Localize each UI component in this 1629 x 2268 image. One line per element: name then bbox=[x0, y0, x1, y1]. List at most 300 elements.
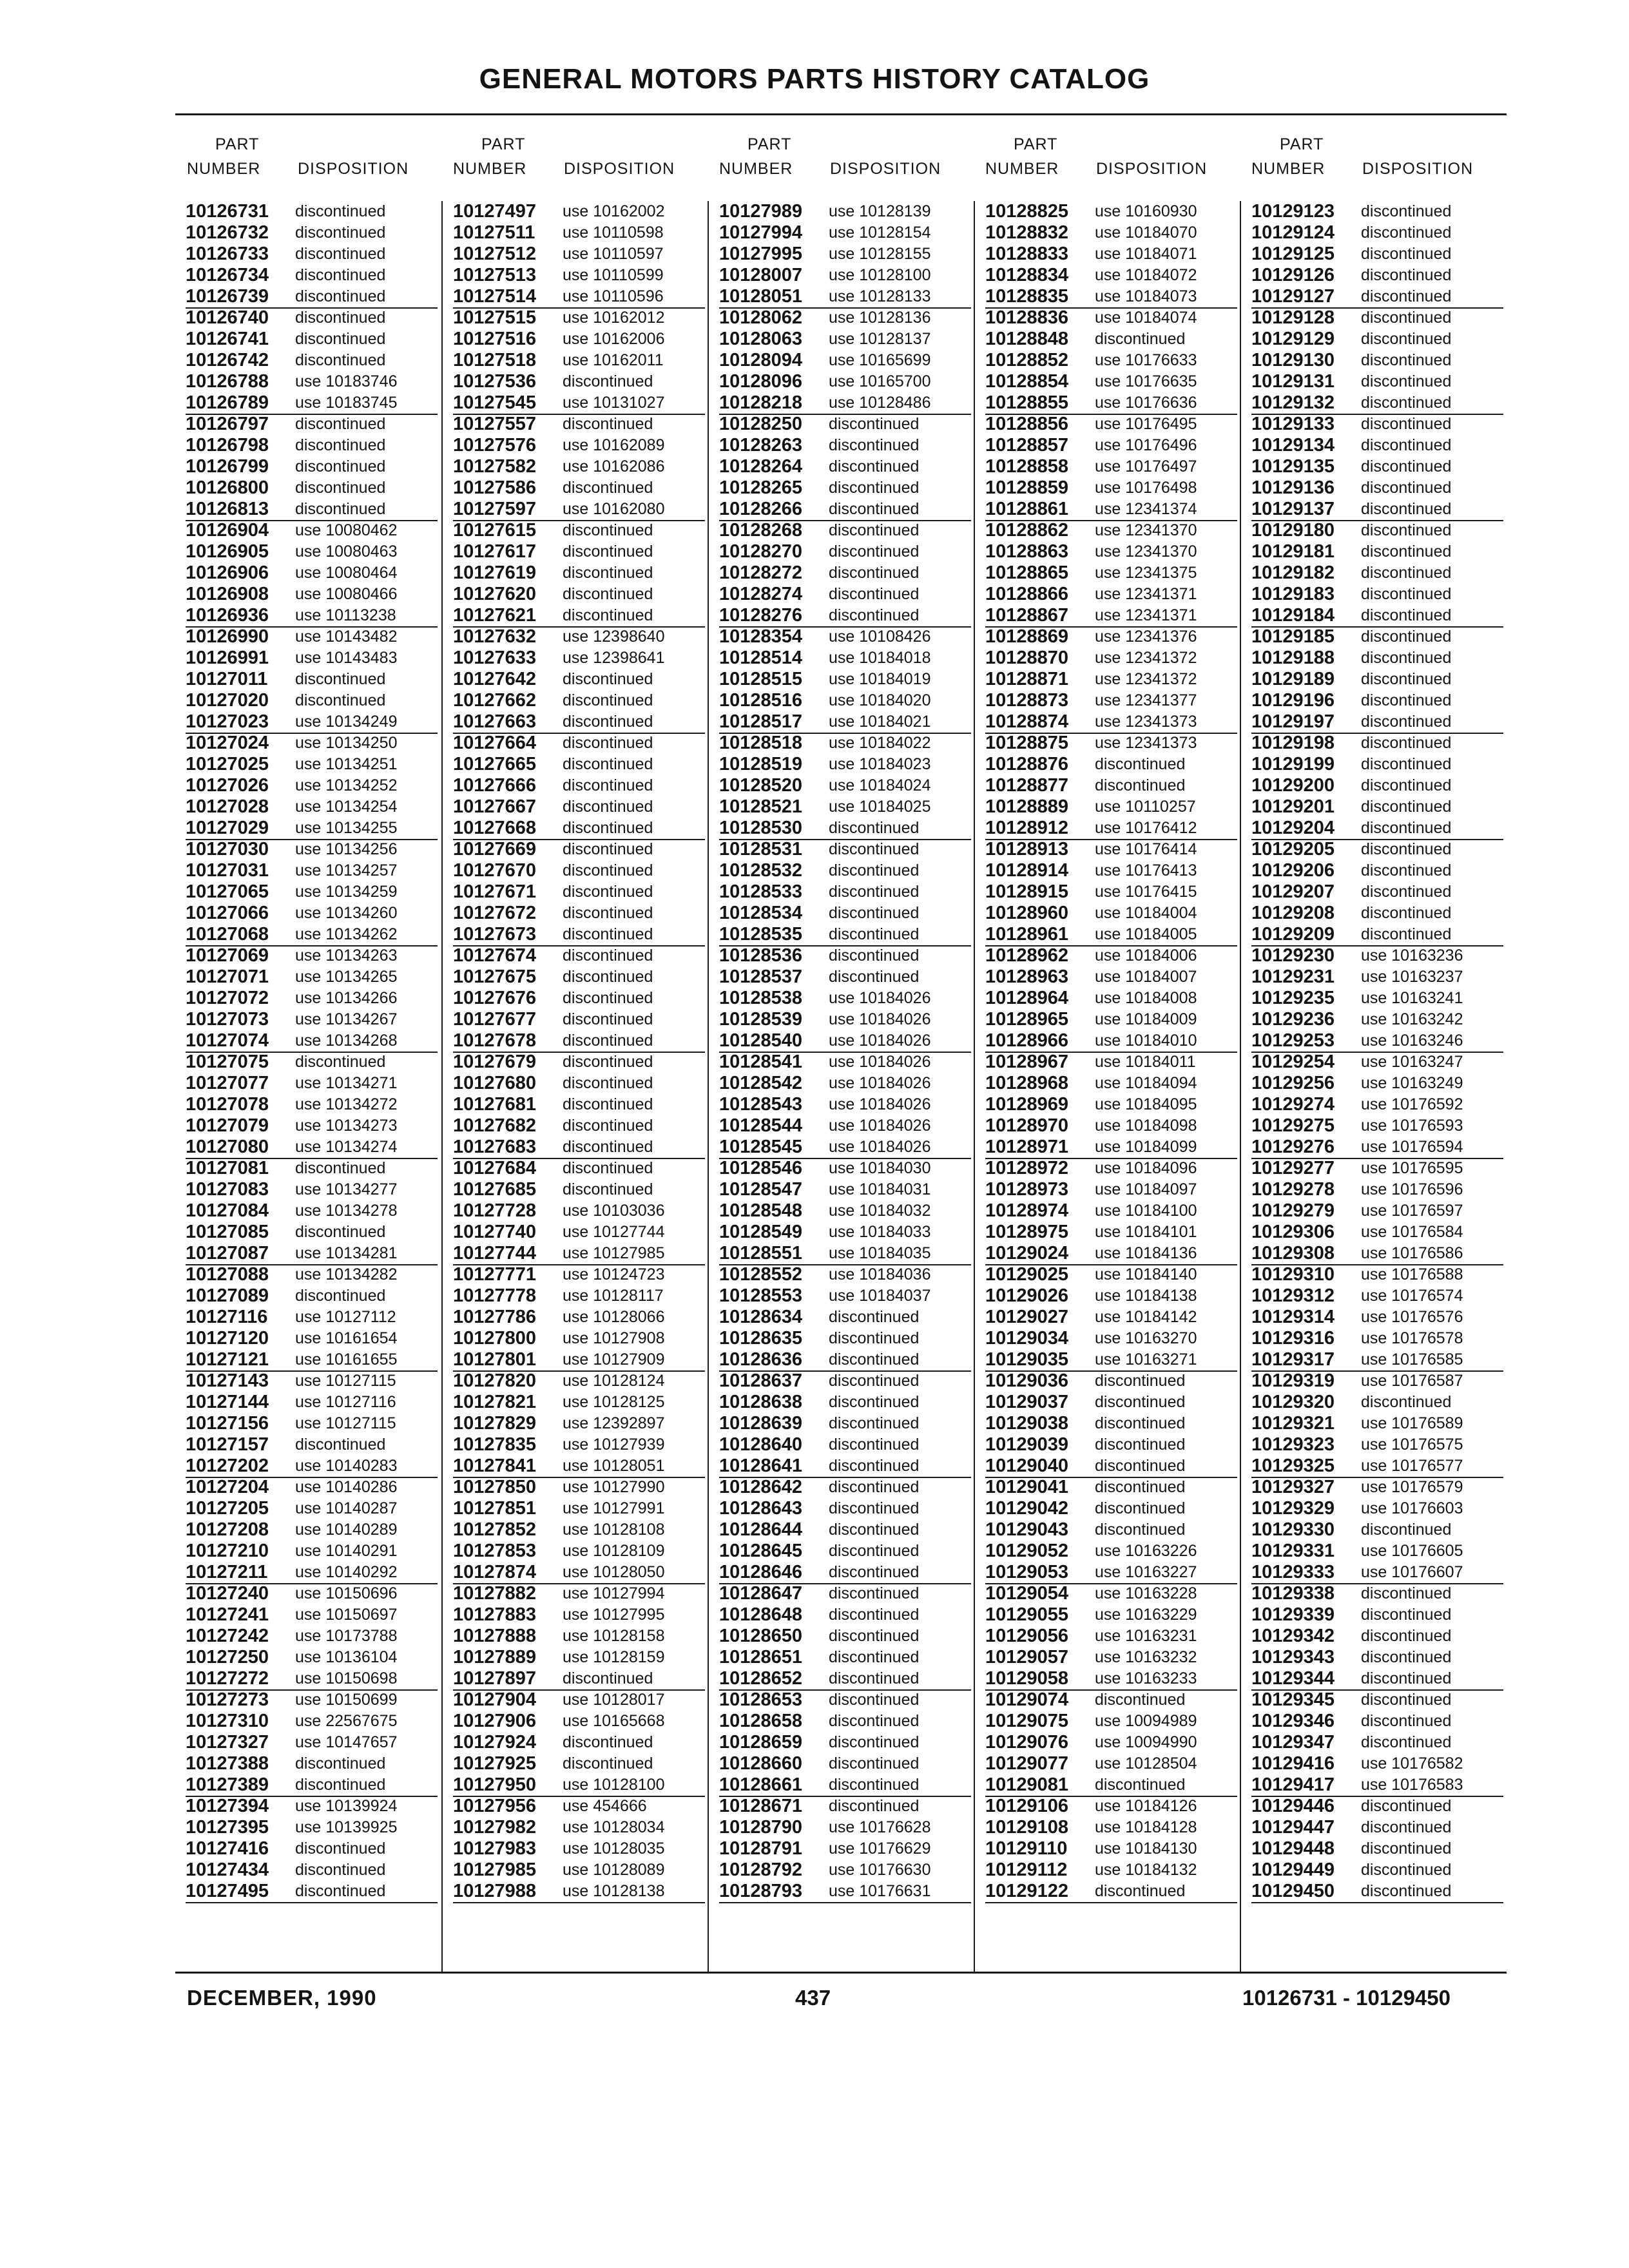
table-row bbox=[985, 392, 1237, 415]
table-row bbox=[985, 775, 1237, 796]
table-row bbox=[1251, 414, 1503, 435]
part-number: 10129199 bbox=[1251, 754, 1335, 774]
part-number: 10127669 bbox=[453, 839, 537, 860]
part-number: 10129124 bbox=[1251, 222, 1335, 243]
part-number: 10129317 bbox=[1251, 1349, 1335, 1370]
part-number: 10129185 bbox=[1251, 626, 1335, 647]
disposition: use 10134256 bbox=[295, 840, 398, 858]
table-row bbox=[719, 966, 971, 988]
disposition: use 10183745 bbox=[295, 394, 398, 412]
disposition: use 10134254 bbox=[295, 798, 398, 816]
table-row bbox=[719, 1328, 971, 1349]
table-row bbox=[1251, 711, 1503, 734]
disposition: use 10127990 bbox=[563, 1478, 665, 1496]
table-row bbox=[719, 222, 971, 244]
part-number: 10127394 bbox=[186, 1796, 269, 1816]
part-number: 10129134 bbox=[1251, 435, 1335, 456]
part-number: 10128539 bbox=[719, 1009, 803, 1030]
disposition: discontinued bbox=[829, 840, 920, 858]
table-row bbox=[186, 1094, 438, 1115]
part-number: 10129110 bbox=[985, 1838, 1068, 1859]
table-row bbox=[985, 1860, 1237, 1881]
table-row bbox=[186, 414, 438, 435]
disposition: use 10163241 bbox=[1361, 989, 1463, 1007]
table-row bbox=[985, 1264, 1237, 1285]
part-number: 10127088 bbox=[186, 1264, 269, 1285]
table-row bbox=[186, 1349, 438, 1372]
part-number: 10129125 bbox=[1251, 244, 1335, 264]
part-number: 10129039 bbox=[985, 1434, 1069, 1455]
disposition: discontinued bbox=[1361, 649, 1452, 667]
part-number: 10127080 bbox=[186, 1137, 269, 1157]
disposition: use 10140287 bbox=[295, 1499, 398, 1517]
table-row bbox=[985, 1838, 1237, 1860]
table-row bbox=[985, 1413, 1237, 1434]
part-number: 10129035 bbox=[985, 1349, 1069, 1370]
part-number: 10127240 bbox=[186, 1583, 269, 1604]
table-row bbox=[1251, 520, 1503, 541]
disposition: discontinued bbox=[1361, 564, 1452, 582]
disposition: discontinued bbox=[563, 1010, 653, 1028]
table-row bbox=[1251, 584, 1503, 605]
disposition: discontinued bbox=[563, 521, 653, 539]
part-number: 10127211 bbox=[186, 1562, 268, 1582]
part-number: 10127078 bbox=[186, 1094, 269, 1115]
disposition: discontinued bbox=[829, 1754, 920, 1773]
header-part-label: PART bbox=[481, 135, 526, 153]
disposition: use 10127995 bbox=[563, 1606, 665, 1624]
part-number: 10127250 bbox=[186, 1647, 269, 1667]
part-number: 10127985 bbox=[453, 1860, 537, 1880]
table-row bbox=[186, 1009, 438, 1030]
disposition: use 10134268 bbox=[295, 1032, 398, 1050]
table-row bbox=[985, 244, 1237, 265]
part-number: 10129074 bbox=[985, 1689, 1069, 1710]
part-number: 10127241 bbox=[186, 1604, 269, 1625]
part-number: 10129108 bbox=[985, 1817, 1069, 1838]
table-row bbox=[186, 1796, 438, 1817]
disposition: discontinued bbox=[563, 904, 653, 922]
part-number: 10127852 bbox=[453, 1519, 537, 1540]
disposition: use 10176583 bbox=[1361, 1776, 1463, 1794]
part-number: 10128793 bbox=[719, 1881, 803, 1901]
table-row bbox=[453, 1541, 705, 1562]
part-number: 10128096 bbox=[719, 371, 803, 392]
disposition: discontinued bbox=[1361, 266, 1452, 284]
table-row bbox=[1251, 1392, 1503, 1413]
disposition: discontinued bbox=[563, 1159, 653, 1177]
part-number: 10127545 bbox=[453, 392, 537, 413]
table-row bbox=[453, 1264, 705, 1285]
table-row bbox=[1251, 1200, 1503, 1222]
disposition: use 10128133 bbox=[829, 287, 931, 305]
disposition: discontinued bbox=[1361, 309, 1452, 327]
disposition: use 10127985 bbox=[563, 1244, 665, 1262]
table-row bbox=[1251, 1052, 1503, 1073]
disposition: discontinued bbox=[1095, 330, 1186, 348]
table-row bbox=[985, 350, 1237, 371]
part-number: 10126800 bbox=[186, 477, 269, 498]
table-row bbox=[985, 456, 1237, 477]
table-row bbox=[985, 733, 1237, 754]
table-row bbox=[186, 839, 438, 860]
disposition: use 10176585 bbox=[1361, 1350, 1463, 1369]
disposition: use 12341376 bbox=[1095, 628, 1197, 646]
table-row bbox=[719, 520, 971, 541]
disposition: use 10176498 bbox=[1095, 479, 1197, 497]
part-number: 10127989 bbox=[719, 201, 803, 222]
table-row bbox=[719, 690, 971, 711]
table-row bbox=[1251, 562, 1503, 584]
disposition: use 10128100 bbox=[829, 266, 931, 284]
disposition: discontinued bbox=[1361, 840, 1452, 858]
part-number: 10129319 bbox=[1251, 1370, 1335, 1391]
part-number: 10128970 bbox=[985, 1115, 1069, 1136]
disposition: discontinued bbox=[295, 1882, 386, 1900]
disposition: use 10094990 bbox=[1095, 1733, 1197, 1751]
disposition: use 10134265 bbox=[295, 968, 398, 986]
part-number: 10127202 bbox=[186, 1456, 269, 1476]
part-number: 10127786 bbox=[453, 1307, 537, 1327]
footer-part-range: 10126731 - 10129450 bbox=[1242, 1986, 1451, 2010]
header-number-label: NUMBER bbox=[453, 160, 527, 178]
disposition: use 10128051 bbox=[563, 1457, 665, 1475]
part-number: 10129040 bbox=[985, 1456, 1069, 1476]
disposition: use 12341371 bbox=[1095, 606, 1197, 624]
disposition: use 12341372 bbox=[1095, 670, 1197, 688]
disposition: use 10150697 bbox=[295, 1606, 398, 1624]
disposition: use 10128138 bbox=[563, 1882, 665, 1900]
table-row bbox=[719, 1796, 971, 1817]
table-row bbox=[719, 605, 971, 628]
part-number: 10128858 bbox=[985, 456, 1069, 477]
disposition: use 10184072 bbox=[1095, 266, 1197, 284]
table-row bbox=[985, 754, 1237, 775]
table-row bbox=[985, 477, 1237, 499]
part-number: 10129347 bbox=[1251, 1732, 1335, 1753]
table-row bbox=[453, 903, 705, 924]
part-number: 10128051 bbox=[719, 286, 803, 307]
part-number: 10126732 bbox=[186, 222, 269, 243]
table-row bbox=[719, 988, 971, 1009]
table-row bbox=[186, 648, 438, 669]
part-number: 10128537 bbox=[719, 966, 803, 987]
table-row bbox=[719, 286, 971, 309]
table-row bbox=[453, 1626, 705, 1647]
table-row bbox=[453, 1200, 705, 1222]
disposition: use 10134266 bbox=[295, 989, 398, 1007]
table-row bbox=[985, 1243, 1237, 1265]
disposition: use 10176584 bbox=[1361, 1223, 1463, 1241]
table-row bbox=[719, 669, 971, 690]
header-disposition-label: DISPOSITION bbox=[1096, 160, 1208, 178]
part-number: 10126731 bbox=[186, 201, 269, 222]
part-number: 10127518 bbox=[453, 350, 537, 370]
disposition: use 10184099 bbox=[1095, 1138, 1197, 1156]
part-number: 10128518 bbox=[719, 733, 803, 753]
part-number: 10129057 bbox=[985, 1647, 1069, 1667]
part-number: 10127617 bbox=[453, 541, 537, 562]
disposition: use 10108426 bbox=[829, 628, 931, 646]
disposition: discontinued bbox=[1361, 372, 1452, 390]
part-number: 10128962 bbox=[985, 945, 1069, 966]
part-number: 10127642 bbox=[453, 669, 537, 689]
table-row bbox=[186, 1052, 438, 1073]
table-row bbox=[985, 1647, 1237, 1668]
disposition: discontinued bbox=[829, 457, 920, 476]
disposition: discontinued bbox=[829, 1712, 920, 1730]
disposition: use 22567675 bbox=[295, 1712, 398, 1730]
part-number: 10128517 bbox=[719, 711, 803, 732]
bottom-rule bbox=[175, 1972, 1507, 1974]
header-disposition-label: DISPOSITION bbox=[1362, 160, 1474, 178]
disposition: use 10184018 bbox=[829, 649, 931, 667]
part-number: 10129342 bbox=[1251, 1626, 1335, 1646]
part-number: 10129310 bbox=[1251, 1264, 1335, 1285]
table-row bbox=[719, 1200, 971, 1222]
table-row bbox=[985, 1370, 1237, 1392]
disposition: use 10134251 bbox=[295, 755, 398, 773]
disposition: discontinued bbox=[829, 1521, 920, 1539]
table-row bbox=[186, 733, 438, 754]
disposition: use 10163228 bbox=[1095, 1584, 1197, 1602]
part-number: 10128647 bbox=[719, 1583, 803, 1604]
disposition: use 10127116 bbox=[295, 1393, 396, 1411]
part-number: 10129275 bbox=[1251, 1115, 1335, 1136]
part-number: 10127512 bbox=[453, 244, 537, 264]
table-row bbox=[453, 414, 705, 435]
disposition: use 10103036 bbox=[563, 1202, 665, 1220]
table-row bbox=[1251, 1838, 1503, 1860]
disposition: use 12341371 bbox=[1095, 585, 1197, 603]
part-number: 10127988 bbox=[453, 1881, 537, 1901]
part-number: 10127144 bbox=[186, 1392, 269, 1412]
table-row bbox=[1251, 1689, 1503, 1711]
part-number: 10127633 bbox=[453, 648, 537, 668]
part-number: 10128867 bbox=[985, 605, 1069, 626]
disposition: discontinued bbox=[829, 521, 920, 539]
disposition: discontinued bbox=[829, 436, 920, 454]
disposition: discontinued bbox=[563, 691, 653, 709]
table-row bbox=[186, 499, 438, 521]
disposition: use 10184142 bbox=[1095, 1308, 1197, 1326]
disposition: use 10184071 bbox=[1095, 245, 1197, 263]
disposition: discontinued bbox=[295, 1053, 386, 1071]
table-row bbox=[1251, 1307, 1503, 1328]
disposition: use 10134257 bbox=[295, 861, 398, 879]
table-row bbox=[719, 1838, 971, 1860]
table-row bbox=[453, 1519, 705, 1541]
part-number: 10128515 bbox=[719, 669, 803, 689]
disposition: use 10184100 bbox=[1095, 1202, 1197, 1220]
disposition: discontinued bbox=[829, 1669, 920, 1687]
disposition: use 10140286 bbox=[295, 1478, 398, 1496]
part-number: 10127681 bbox=[453, 1094, 537, 1115]
disposition: discontinued bbox=[295, 330, 386, 348]
disposition: use 12341370 bbox=[1095, 543, 1197, 561]
part-number: 10128862 bbox=[985, 520, 1069, 541]
disposition: use 10128137 bbox=[829, 330, 931, 348]
table-row bbox=[186, 818, 438, 840]
table-row bbox=[453, 1115, 705, 1137]
table-row bbox=[985, 1158, 1237, 1179]
table-row bbox=[719, 1094, 971, 1115]
disposition: use 10110257 bbox=[1095, 798, 1196, 816]
table-row bbox=[1251, 1519, 1503, 1541]
disposition: use 10176589 bbox=[1361, 1414, 1463, 1432]
part-number: 10129054 bbox=[985, 1583, 1069, 1604]
disposition: use 10176497 bbox=[1095, 457, 1197, 476]
disposition: discontinued bbox=[563, 713, 653, 731]
table-row bbox=[453, 945, 705, 966]
part-number: 10128969 bbox=[985, 1094, 1069, 1115]
table-row bbox=[453, 1583, 705, 1604]
part-number: 10127665 bbox=[453, 754, 537, 774]
disposition: use 10163227 bbox=[1095, 1563, 1197, 1581]
disposition: discontinued bbox=[1095, 1478, 1186, 1496]
table-row bbox=[1251, 839, 1503, 860]
table-row bbox=[453, 1753, 705, 1774]
disposition: use 10127744 bbox=[563, 1223, 665, 1241]
table-row bbox=[719, 1604, 971, 1626]
part-number: 10127495 bbox=[186, 1881, 269, 1901]
table-row bbox=[985, 1349, 1237, 1372]
part-number: 10128832 bbox=[985, 222, 1069, 243]
part-number: 10128218 bbox=[719, 392, 803, 413]
table-row bbox=[1251, 371, 1503, 392]
table-row bbox=[985, 520, 1237, 541]
disposition: use 10176635 bbox=[1095, 372, 1197, 390]
disposition: use 12341370 bbox=[1095, 521, 1197, 539]
disposition: use 10127112 bbox=[295, 1308, 396, 1326]
part-number: 10127310 bbox=[186, 1711, 269, 1731]
part-number: 10128863 bbox=[985, 541, 1069, 562]
table-row bbox=[719, 1222, 971, 1243]
part-number: 10129198 bbox=[1251, 733, 1335, 753]
disposition: discontinued bbox=[829, 1691, 920, 1709]
part-number: 10129236 bbox=[1251, 1009, 1335, 1030]
table-row bbox=[985, 1753, 1237, 1774]
part-number: 10127116 bbox=[186, 1307, 268, 1327]
table-row bbox=[453, 605, 705, 628]
disposition: discontinued bbox=[829, 968, 920, 986]
disposition: use 10134252 bbox=[295, 776, 398, 794]
disposition: use 10128139 bbox=[829, 202, 931, 220]
header-part-label: PART bbox=[747, 135, 792, 153]
table-row bbox=[719, 903, 971, 924]
disposition: use 10184130 bbox=[1095, 1840, 1197, 1858]
table-row bbox=[186, 1477, 438, 1498]
part-number: 10127671 bbox=[453, 881, 537, 902]
part-number: 10127740 bbox=[453, 1222, 537, 1242]
disposition: discontinued bbox=[829, 1350, 920, 1369]
disposition: discontinued bbox=[563, 1032, 653, 1050]
table-row bbox=[719, 754, 971, 775]
disposition: use 10163246 bbox=[1361, 1032, 1463, 1050]
table-row bbox=[985, 1285, 1237, 1307]
part-number: 10129043 bbox=[985, 1519, 1069, 1540]
part-number: 10129135 bbox=[1251, 456, 1335, 477]
table-row bbox=[719, 584, 971, 605]
disposition: use 10184020 bbox=[829, 691, 931, 709]
part-number: 10127801 bbox=[453, 1349, 537, 1370]
table-row bbox=[453, 477, 705, 499]
disposition: discontinued bbox=[295, 1287, 386, 1305]
table-row bbox=[186, 1115, 438, 1137]
disposition: use 10162080 bbox=[563, 500, 665, 518]
part-number: 10129230 bbox=[1251, 945, 1335, 966]
disposition: use 10184023 bbox=[829, 755, 931, 773]
disposition: discontinued bbox=[1361, 904, 1452, 922]
table-row bbox=[453, 1838, 705, 1860]
disposition: discontinued bbox=[829, 1436, 920, 1454]
part-number: 10126797 bbox=[186, 414, 269, 434]
disposition: use 12341375 bbox=[1095, 564, 1197, 582]
table-row bbox=[453, 1774, 705, 1797]
table-row bbox=[719, 881, 971, 903]
disposition: use 10184011 bbox=[1095, 1053, 1196, 1071]
disposition: use 10080466 bbox=[295, 585, 398, 603]
table-row bbox=[985, 1477, 1237, 1498]
part-number: 10128531 bbox=[719, 839, 803, 860]
disposition: discontinued bbox=[563, 989, 653, 1007]
table-row bbox=[1251, 1753, 1503, 1774]
disposition: use 10184026 bbox=[829, 1032, 931, 1050]
disposition: use 10147657 bbox=[295, 1733, 398, 1751]
part-number: 10127771 bbox=[453, 1264, 537, 1285]
part-number: 10128642 bbox=[719, 1477, 803, 1497]
parts-column-5 bbox=[1240, 201, 1507, 1972]
table-row bbox=[453, 1328, 705, 1349]
disposition: discontinued bbox=[1361, 628, 1452, 646]
parts-column-2 bbox=[441, 201, 709, 1972]
part-number: 10127273 bbox=[186, 1689, 269, 1710]
part-number: 10127416 bbox=[186, 1838, 269, 1859]
table-row bbox=[719, 392, 971, 415]
table-row bbox=[453, 1307, 705, 1328]
part-number: 10129123 bbox=[1251, 201, 1335, 222]
disposition: use 10176597 bbox=[1361, 1202, 1463, 1220]
disposition: use 10127115 bbox=[295, 1414, 396, 1432]
part-number: 10129180 bbox=[1251, 520, 1335, 541]
part-number: 10127030 bbox=[186, 839, 269, 860]
part-number: 10129446 bbox=[1251, 1796, 1335, 1816]
part-number: 10129314 bbox=[1251, 1307, 1335, 1327]
disposition: discontinued bbox=[1361, 245, 1452, 263]
table-row bbox=[1251, 1285, 1503, 1307]
table-row bbox=[719, 924, 971, 947]
disposition: use 10128035 bbox=[563, 1840, 665, 1858]
part-number: 10129329 bbox=[1251, 1498, 1335, 1519]
part-number: 10128250 bbox=[719, 414, 803, 434]
part-number: 10128877 bbox=[985, 775, 1069, 796]
part-number: 10128653 bbox=[719, 1689, 803, 1710]
parts-table bbox=[175, 201, 1507, 1972]
part-number: 10129137 bbox=[1251, 499, 1335, 519]
part-number: 10128552 bbox=[719, 1264, 803, 1285]
part-number: 10127668 bbox=[453, 818, 537, 838]
disposition: discontinued bbox=[1361, 287, 1452, 305]
part-number: 10128661 bbox=[719, 1774, 803, 1795]
disposition: discontinued bbox=[1361, 1521, 1452, 1539]
table-row bbox=[453, 1477, 705, 1498]
part-number: 10128534 bbox=[719, 903, 803, 923]
part-number: 10127208 bbox=[186, 1519, 269, 1540]
disposition: use 10134271 bbox=[295, 1074, 398, 1092]
table-row bbox=[719, 477, 971, 499]
disposition: use 10134278 bbox=[295, 1202, 398, 1220]
part-number: 10128644 bbox=[719, 1519, 803, 1540]
